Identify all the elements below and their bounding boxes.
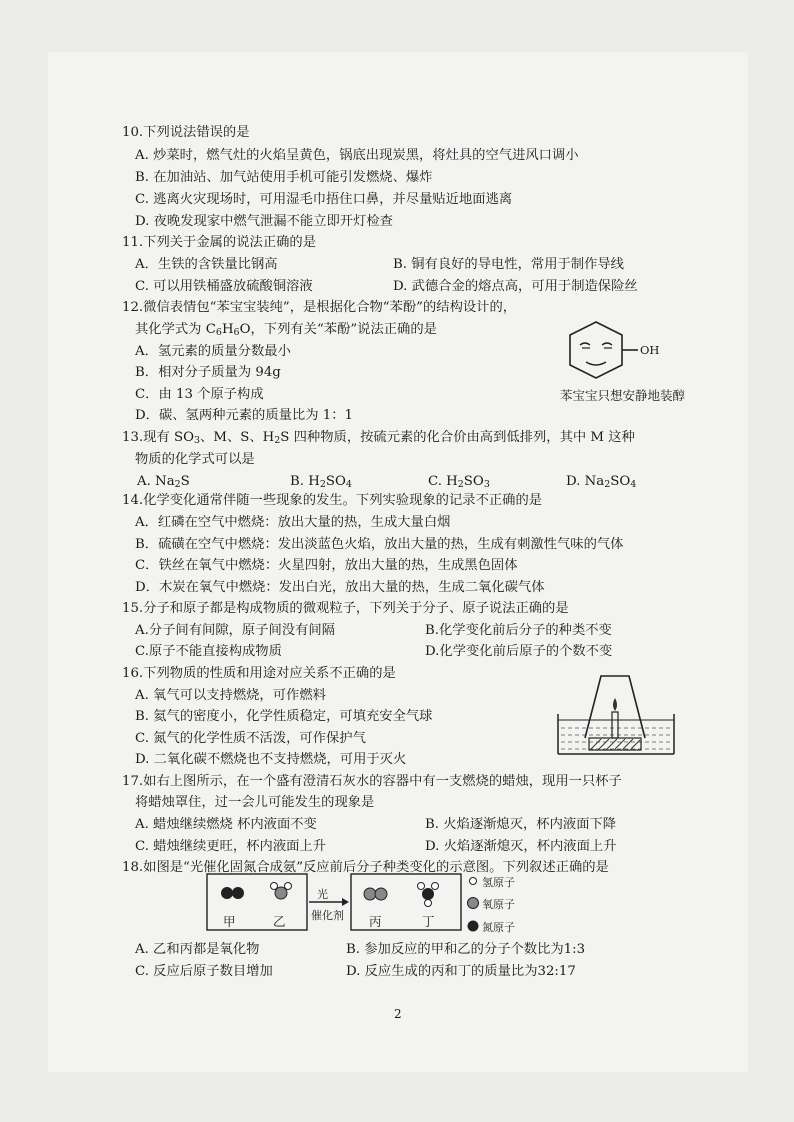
q18-stem: 18.如图是“光催化固氮合成氨”反应前后分子种类变化的示意图。下列叙述正确的是: [122, 860, 609, 875]
q13-option-d: D. $Na_2SO_4$: [566, 474, 637, 490]
q15-stem: 15.分子和原子都是构成物质的微观粒子，下列关于分子、原子说法正确的是: [122, 601, 569, 616]
q17-stem-2: 将蜡烛罩住，过一会儿可能发生的现象是: [135, 795, 375, 810]
q13-stem: 13.现有 $SO_3$、M、S、$H_2S$ 四种物质，按硫元素的化合价由高到低排列，其中 M 这种: [122, 430, 635, 446]
label-yi: 乙: [273, 914, 286, 929]
label-bing: 丙: [369, 914, 382, 929]
q14-option-d: D．木炭在氧气中燃烧：发出白光，放出大量的热，生成二氧化碳气体: [135, 580, 545, 595]
q12-option-d: D．碳、氢两种元素的质量比为 1：1: [135, 408, 353, 423]
candle-beaker-figure: [555, 672, 677, 758]
q17-option-c: C. 蜡烛继续更旺，杯内液面上升: [135, 839, 327, 854]
q10-option-d: D. 夜晚发现家中燃气泄漏不能立即开灯检查: [135, 214, 393, 229]
legend-oxygen: 氧原子: [482, 898, 515, 911]
q11-option-c: C. 可以用铁桶盛放硫酸铜溶液: [135, 279, 313, 294]
q16-stem: 16.下列物质的性质和用途对应关系不正确的是: [122, 666, 396, 681]
q16-option-a: A. 氧气可以支持燃烧，可作燃料: [135, 688, 326, 703]
q14-option-b: B．硫磺在空气中燃烧：发出淡蓝色火焰，放出大量的热，生成有刺激性气味的气体: [135, 537, 624, 552]
q17-option-b: B. 火焰逐渐熄灭，杯内液面下降: [425, 817, 617, 832]
q13-option-c: C. $H_2SO_3$: [428, 474, 490, 490]
q17-stem: 17.如右上图所示，在一个盛有澄清石灰水的容器中有一支燃烧的蜡烛，现用一只杯子: [122, 774, 622, 789]
q18-option-b: B. 参加反应的甲和乙的分子个数比为1:3: [346, 942, 586, 957]
q15-option-b: B.化学变化前后分子的种类不变: [425, 623, 612, 638]
q11-option-b: B. 铜有良好的导电性，常用于制作导线: [393, 257, 624, 272]
q12-option-a: A．氢元素的质量分数最小: [135, 344, 291, 359]
q12-stem: 12.微信表情包“苯宝宝装纯”，是根据化合物“苯酚”的结构设计的，: [122, 300, 517, 315]
q16-option-d: D. 二氧化碳不燃烧也不支持燃烧，可用于灭火: [135, 752, 407, 767]
page-number: 2: [394, 1007, 402, 1021]
phenol-face-figure: [560, 318, 700, 390]
q15-option-c: C.原子不能直接构成物质: [135, 644, 282, 659]
legend-icons: [466, 875, 480, 933]
arrow-label-catalyst: 催化剂: [311, 909, 344, 922]
q15-option-d: D.化学变化前后原子的个数不变: [425, 644, 613, 659]
q10-stem: 10.下列说法错误的是: [122, 125, 250, 140]
q13-option-b: B. $H_2SO_4$: [290, 474, 352, 490]
label-ding: 丁: [422, 914, 435, 929]
q12-option-b: B．相对分子质量为 94g: [135, 365, 281, 380]
q17-option-d: D. 火焰逐渐熄灭，杯内液面上升: [425, 839, 617, 854]
q15-option-a: A.分子间有间隙，原子间没有间隔: [135, 623, 335, 638]
q13-option-a: A. $Na_2S$: [137, 474, 190, 490]
q13-stem-2: 物质的化学式可以是: [135, 452, 255, 467]
q12-stem-formula: 其化学式为 $C_6H_6O$，下列有关“苯酚”说法正确的是: [135, 322, 437, 338]
phenol-caption: 苯宝宝只想安静地装醇: [560, 388, 686, 403]
legend-nitrogen: 氮原子: [482, 921, 515, 934]
q10-option-a: A. 炒菜时，燃气灶的火焰呈黄色，锅底出现炭黑，将灶具的空气进风口调小: [135, 148, 579, 163]
q11-option-d: D. 武德合金的熔点高，可用于制造保险丝: [393, 279, 638, 294]
q11-option-a: A．生铁的含铁量比钢高: [135, 257, 278, 272]
q14-stem: 14.化学变化通常伴随一些现象的发生。下列实验现象的记录不正确的是: [122, 493, 543, 508]
q10-option-b: B. 在加油站、加气站使用手机可能引发燃烧、爆炸: [135, 170, 433, 185]
arrow-label-light: 光: [317, 888, 328, 901]
q18-option-a: A. 乙和丙都是氧化物: [135, 942, 260, 957]
q12-option-c: C．由 13 个原子构成: [135, 387, 264, 402]
q16-option-b: B. 氦气的密度小，化学性质稳定，可填充安全气球: [135, 709, 433, 724]
legend-hydrogen: 氢原子: [482, 876, 515, 889]
q14-option-c: C．铁丝在氧气中燃烧：火星四射，放出大量的热，生成黑色固体: [135, 558, 518, 573]
q14-option-a: A．红磷在空气中燃烧：放出大量的热，生成大量白烟: [135, 515, 451, 530]
label-jia: 甲: [223, 914, 236, 929]
q18-option-d: D. 反应生成的丙和丁的质量比为32:17: [346, 964, 576, 979]
phenol-oh-label: OH: [640, 343, 660, 357]
q17-option-a: A. 蜡烛继续燃烧 杯内液面不变: [135, 817, 317, 832]
q11-stem: 11.下列关于金属的说法正确的是: [122, 235, 317, 250]
q16-option-c: C. 氮气的化学性质不活泼，可作保护气: [135, 731, 366, 746]
q18-option-c: C. 反应后原子数目增加: [135, 964, 273, 979]
q10-option-c: C. 逃离火灾现场时，可用湿毛巾捂住口鼻，并尽量贴近地面逃离: [135, 192, 513, 207]
